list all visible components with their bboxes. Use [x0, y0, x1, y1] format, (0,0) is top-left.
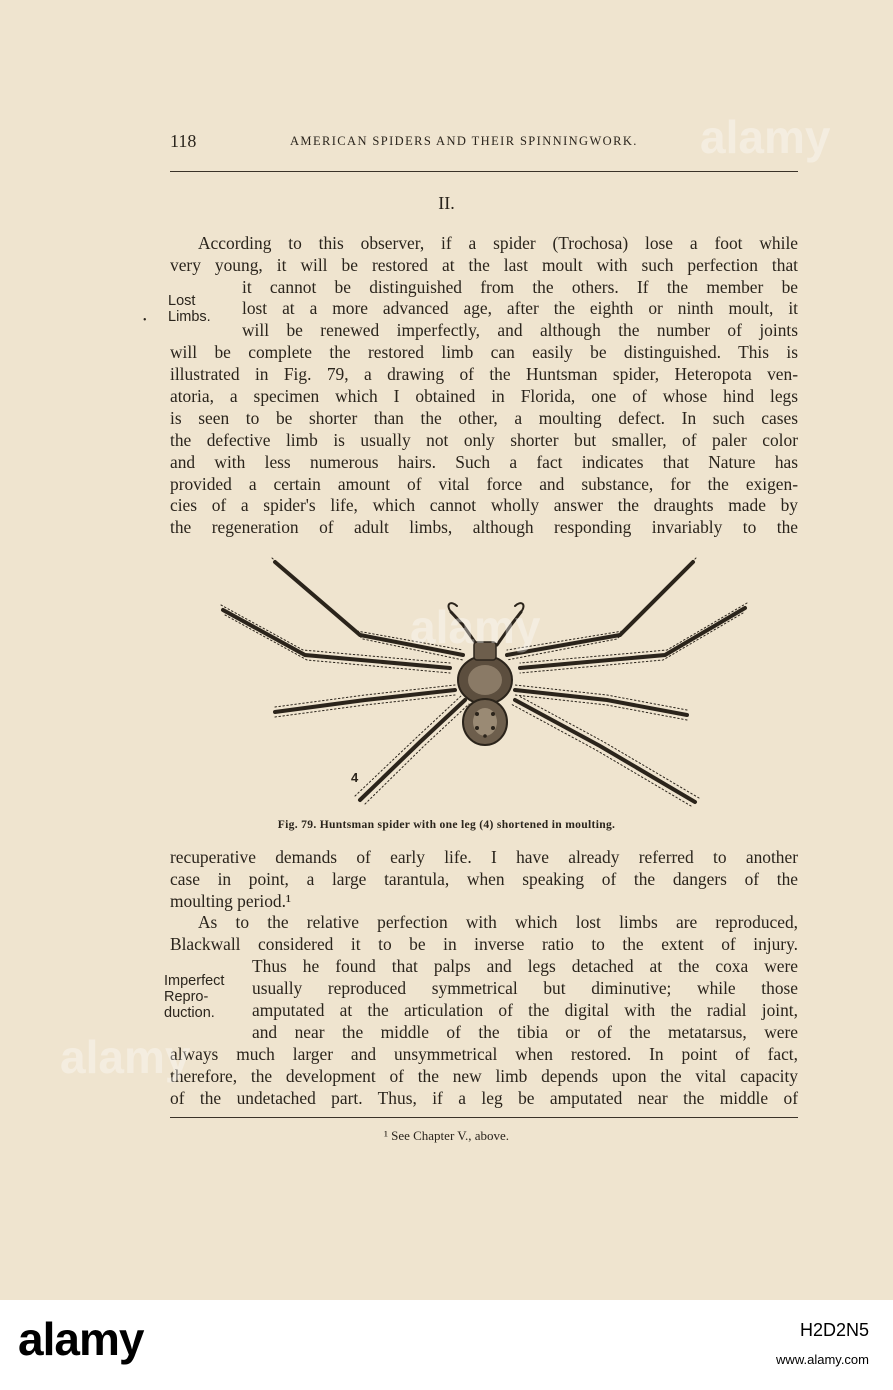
text-line: and near the middle of the tibia or of the metatarsus, were: [252, 1022, 798, 1042]
text-line: moulting period.¹: [170, 891, 292, 911]
text-line: the regeneration of adult limbs, although responding invariably to the: [170, 517, 798, 537]
text-line: will be complete the restored limb can easily be distinguished. This is: [170, 342, 798, 362]
text-line: As to the relative perfection with which lost limbs are reproduced,: [198, 912, 798, 932]
stock-logo: alamy: [18, 1313, 144, 1365]
text-line: always much larger and unsymmetrical when restored. In point of fact,: [170, 1044, 798, 1064]
footnote: ¹ See Chapter V., above.: [383, 1128, 510, 1143]
text-line: illustrated in Fig. 79, a drawing of the Huntsman spider, Heteropota ven-: [170, 364, 798, 384]
margin-note-line: Repro-: [164, 989, 209, 1005]
text-line: Thus he found that palps and legs detached at the coxa were: [252, 956, 798, 976]
text-line: amputated at the articulation of the digital with the radial joint,: [252, 1000, 798, 1020]
text-line: case in point, a large tarantula, when speaking of the dangers of the: [170, 869, 798, 889]
margin-note-imperfect-reproduction: [164, 973, 224, 1021]
margin-note-line: Lost: [168, 293, 196, 309]
text-line: will be renewed imperfectly, and although the number of joints: [242, 320, 798, 340]
text-line: the defective limb is usually not only shorter but smaller, of paler color: [170, 430, 798, 450]
huntsman-spider-illustration: [215, 550, 755, 815]
text-line: very young, it will be restored at the last moult with such perfection that: [170, 255, 798, 275]
text-line: and with less numerous hairs. Such a fact indicates that Nature has: [170, 452, 798, 472]
text-line: recuperative demands of early life. I have already referred to another: [170, 847, 798, 867]
text-line: According to this observer, if a spider (Trochosa) lose a foot while: [198, 233, 798, 253]
watermark-logo-faint: alamy: [410, 601, 541, 653]
chapter-numeral: II.: [438, 193, 455, 213]
text-line: Blackwall considered it to be in inverse ratio to the extent of injury.: [170, 934, 798, 954]
text-line: is seen to be shorter than the other, a moulting defect. In such cases: [170, 408, 798, 428]
running-head: AMERICAN SPIDERS AND THEIR SPINNINGWORK.: [290, 134, 638, 148]
footnote-rule: [170, 1117, 798, 1118]
margin-note-line: Imperfect: [164, 973, 225, 989]
margin-note-lost-limbs: [168, 293, 211, 325]
header-rule: [170, 171, 798, 172]
watermark-logo-faint: alamy: [700, 111, 831, 163]
margin-note-line: duction.: [164, 1005, 215, 1021]
text-line: it cannot be distinguished from the others. If the member be: [242, 277, 798, 297]
page-number: 118: [170, 131, 197, 151]
text-line: of the undetached part. Thus, if a leg be amputated near the middle of: [170, 1088, 798, 1108]
text-line: lost at a more advanced age, after the eighth or ninth moult, it: [242, 298, 798, 318]
margin-note-line: Limbs.: [168, 309, 211, 325]
text-line: atoria, a specimen which I obtained in Florida, one of whose hind legs: [170, 386, 798, 406]
text-line: cies of a spider's life, which cannot wholly answer the draughts made by: [170, 495, 798, 515]
leg-number-label: 4: [351, 770, 359, 785]
text-line: usually reproduced symmetrical but diminutive; while those: [252, 978, 798, 998]
text-line: provided a certain amount of vital force and substance, for the exigen-: [170, 474, 798, 494]
figure-caption: Fig. 79. Huntsman spider with one leg (4) shortened in moulting.: [277, 818, 616, 831]
margin-bullet: •: [143, 315, 147, 326]
stock-url: www.alamy.com: [776, 1352, 869, 1367]
watermark-logo-faint: alamy: [60, 1031, 191, 1083]
text-line: therefore, the development of the new limb depends upon the vital capacity: [170, 1066, 798, 1086]
stock-image-id: H2D2N5: [799, 1320, 869, 1340]
